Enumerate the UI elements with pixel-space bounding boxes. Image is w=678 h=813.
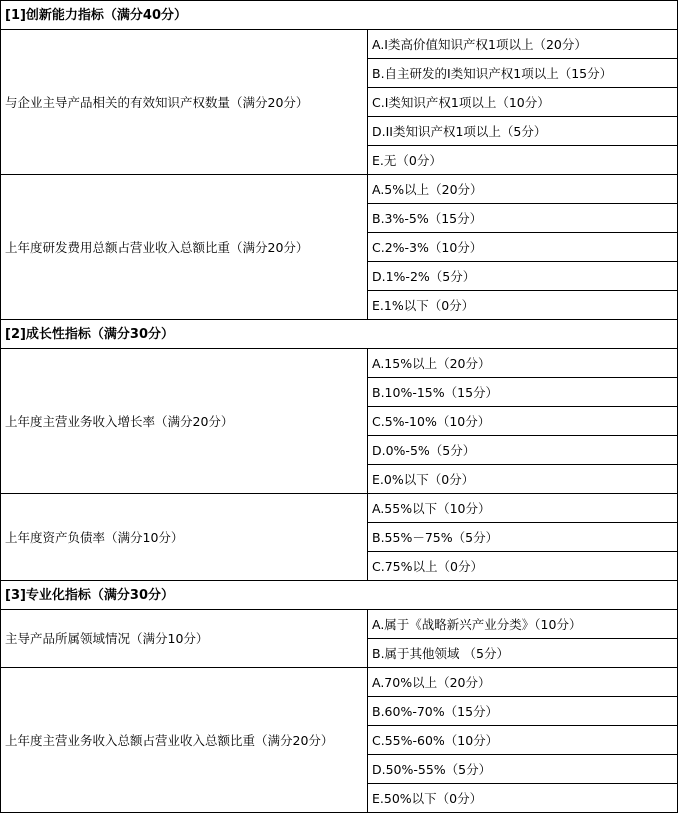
- option-label: C.5%-10%（10分）: [368, 407, 678, 436]
- criterion-label: 与企业主导产品相关的有效知识产权数量（满分20分）: [1, 30, 368, 175]
- section-header-row: [1, 1, 678, 30]
- option-label: B.3%-5%（15分）: [368, 204, 678, 233]
- option-label: D.II类知识产权1项以上（5分）: [368, 117, 678, 146]
- criterion-label: 上年度研发费用总额占营业收入总额比重（满分20分）: [1, 175, 368, 320]
- option-label: E.0%以下（0分）: [368, 465, 678, 494]
- option-label: B.属于其他领域 （5分）: [368, 639, 678, 668]
- option-label: C.75%以上（0分）: [368, 552, 678, 581]
- option-label: B.10%-15%（15分）: [368, 378, 678, 407]
- option-label: E.1%以下（0分）: [368, 291, 678, 320]
- option-label: C.2%-3%（10分）: [368, 233, 678, 262]
- criterion-label: 上年度主营业务收入总额占营业收入总额比重（满分20分）: [1, 668, 368, 813]
- section-title: [3]专业化指标（满分30分）: [1, 581, 678, 610]
- option-label: A.70%以上（20分）: [368, 668, 678, 697]
- option-label: C.55%-60%（10分）: [368, 726, 678, 755]
- option-label: A.属于《战略新兴产业分类》（10分）: [368, 610, 678, 639]
- option-label: D.0%-5%（5分）: [368, 436, 678, 465]
- option-label: B.自主研发的I类知识产权1项以上（15分）: [368, 59, 678, 88]
- option-label: D.50%-55%（5分）: [368, 755, 678, 784]
- option-label: C.I类知识产权1项以上（10分）: [368, 88, 678, 117]
- criterion-option-row: [1, 494, 678, 523]
- criterion-label: 主导产品所属领域情况（满分10分）: [1, 610, 368, 668]
- option-label: D.1%-2%（5分）: [368, 262, 678, 291]
- scoring-table-body: [1, 1, 678, 813]
- criterion-option-row: [1, 610, 678, 639]
- option-label: B.55%－75%（5分）: [368, 523, 678, 552]
- criterion-label: 上年度主营业务收入增长率（满分20分）: [1, 349, 368, 494]
- option-label: A.I类高价值知识产权1项以上（20分）: [368, 30, 678, 59]
- criterion-option-row: [1, 349, 678, 378]
- option-label: A.55%以下（10分）: [368, 494, 678, 523]
- criterion-option-row: [1, 30, 678, 59]
- section-header-row: [1, 581, 678, 610]
- criterion-option-row: [1, 668, 678, 697]
- option-label: A.5%以上（20分）: [368, 175, 678, 204]
- section-title: [1]创新能力指标（满分40分）: [1, 1, 678, 30]
- criterion-label: 上年度资产负债率（满分10分）: [1, 494, 368, 581]
- option-label: B.60%-70%（15分）: [368, 697, 678, 726]
- section-title: [2]成长性指标（满分30分）: [1, 320, 678, 349]
- section-header-row: [1, 320, 678, 349]
- option-label: A.15%以上（20分）: [368, 349, 678, 378]
- criterion-option-row: [1, 175, 678, 204]
- option-label: E.50%以下（0分）: [368, 784, 678, 813]
- option-label: E.无（0分）: [368, 146, 678, 175]
